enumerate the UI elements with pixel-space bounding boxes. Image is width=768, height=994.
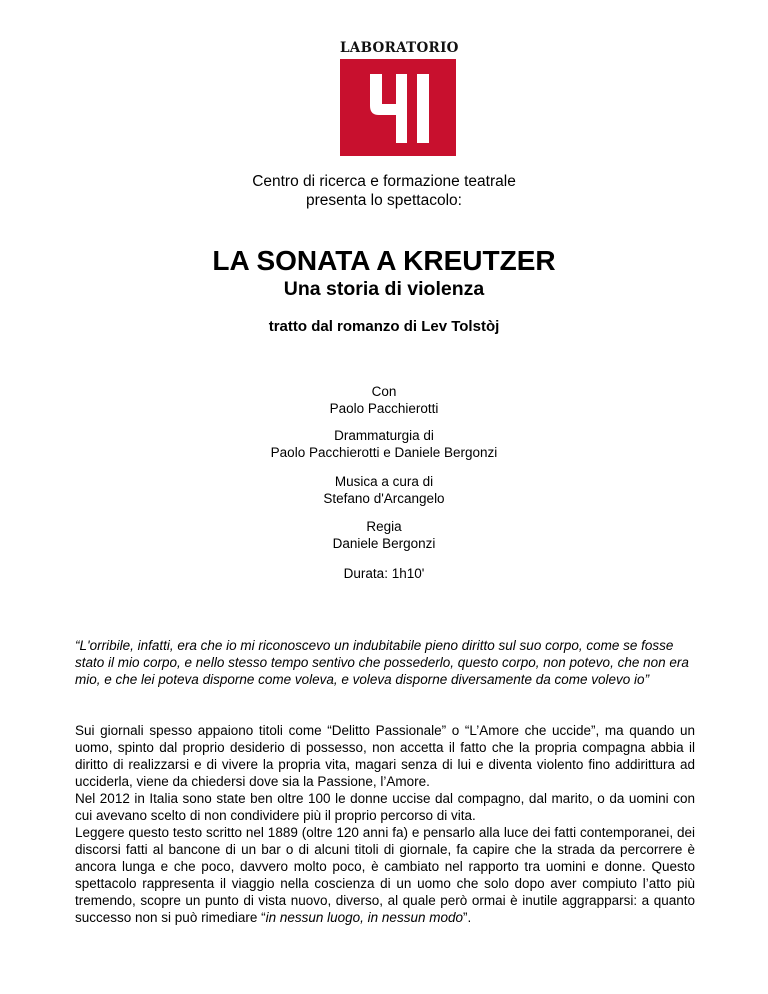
description-paragraph-1: Sui giornali spesso appaiono titoli come “Delitto Passionale” o “L’Amore che uccide”, ma quando un uomo, spinto dal proprio desiderio di possesso, non accetta il fatto che la propria compagna abbia il diritto di realizzarsi e di vivere la propria vita, magari senza di lui e diventa violento fino addirittura ad ucciderla, viene da chiedersi dove sia la Passione, l’Amore. <box>75 723 695 789</box>
credit-music <box>0 473 768 507</box>
credit-cast <box>0 383 768 417</box>
tolstoy-quote: “L'orribile, infatti, era che io mi riconoscevo un indubitabile pieno diritto sul suo corpo, come se fosse stato il mio corpo, e nello stesso tempo sentivo che possederlo, questo corpo, non potevo, che non era mio, e che lei poteva disporne come voleva, e voleva disporne diversamente da come volevo io” <box>75 638 689 687</box>
credit-duration: Durata: 1h10' <box>343 566 425 581</box>
credit-direction-label: Regia <box>366 519 402 534</box>
logo-41-mark <box>340 59 456 156</box>
description-paragraph-3-end: ”. <box>462 910 472 925</box>
description-paragraph-3-main: Leggere questo testo scritto nel 1889 (oltre 120 anni fa) e pensarlo alla luce dei fatti contemporanei, dei discorsi fatti al bancone di un bar o di alcuni titoli di giornale, fa capire che la strada da percorrere è ancora lunga e che poco, davvero molto poco, è cambiato nel rapporto tra uomini e donne. Questo spettacolo rappresenta il viaggio nella coscienza di un uomo che solo dopo aver compiuto l’atto più tremendo, scopre un punto di vista nuovo, diverso, al quale però ormai è inutile aggrapparsi: a quanto successo non si può rimediare “ <box>75 825 695 925</box>
credit-music-name: Stefano d'Arcangelo <box>323 491 445 506</box>
intro-block <box>0 172 768 210</box>
description-text <box>75 722 695 926</box>
description-paragraph-3-italic: in nessun luogo, in nessun modo <box>265 910 463 925</box>
show-title: LA SONATA A KREUTZER <box>212 245 556 276</box>
show-subtitle: Una storia di violenza <box>283 278 485 300</box>
credit-dramaturgy-label: Drammaturgia di <box>334 428 434 443</box>
credit-dramaturgy-names: Paolo Pacchierotti e Daniele Bergonzi <box>270 445 498 460</box>
logo-digit-1 <box>417 74 429 143</box>
credit-cast-label: Con <box>371 384 397 399</box>
credit-direction-name: Daniele Bergonzi <box>332 536 436 551</box>
credit-dramaturgy <box>0 427 768 461</box>
intro-line-2: presenta lo spettacolo: <box>306 192 462 209</box>
intro-line-1: Centro di ricerca e formazione teatrale <box>252 173 516 190</box>
description-paragraph-2: Nel 2012 in Italia sono state ben oltre 100 le donne uccise dal compagno, dal marito, o da uomini con cui avevano scelto di non condividere più il proprio percorso di vita. <box>75 791 695 823</box>
description-paragraph-3 <box>75 824 695 926</box>
credit-music-label: Musica a cura di <box>334 474 434 489</box>
laboratorio-41-logo <box>340 40 459 56</box>
credit-direction <box>0 518 768 552</box>
source-line: tratto dal romanzo di Lev Tolstòj <box>268 318 500 335</box>
credit-cast-name: Paolo Pacchierotti <box>329 401 439 416</box>
logo-top-text: LABORATORIO <box>340 40 459 56</box>
